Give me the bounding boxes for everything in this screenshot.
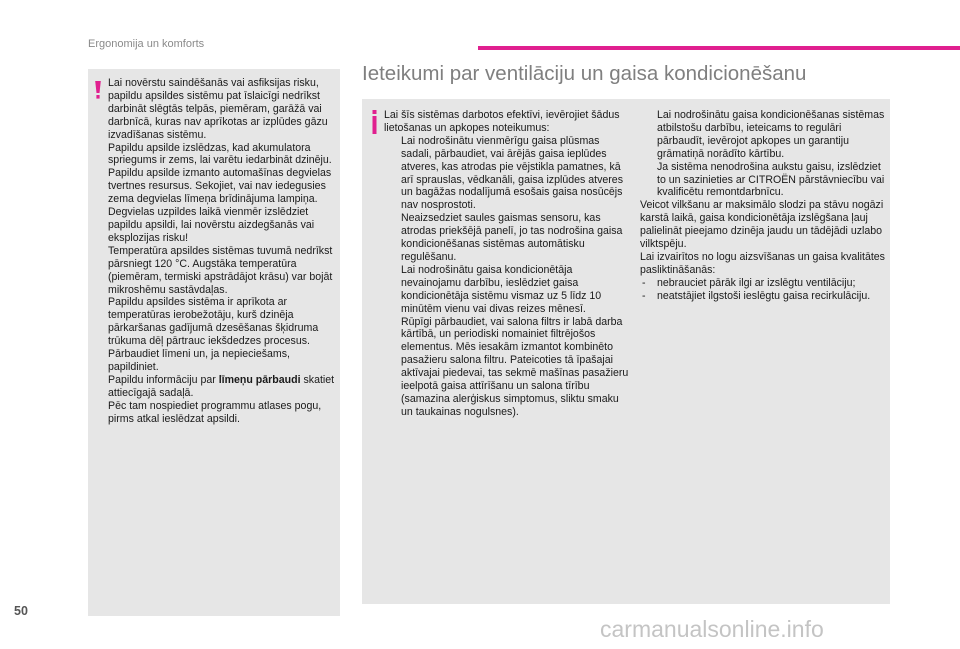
warning-paragraph: Pēc tam nospiediet programmu atlases pogu, pirms atkal ieslēdzat apsildi. [108, 399, 322, 425]
list-item [640, 290, 888, 303]
list-item [640, 109, 888, 161]
list-item [640, 277, 888, 290]
page-title: Ieteikumi par ventilāciju un gaisa kondicionēšanu [362, 62, 807, 85]
info-icon [371, 110, 378, 134]
list-item [384, 135, 632, 212]
warning-paragraph [108, 374, 336, 400]
warning-box [88, 69, 340, 616]
list-item [384, 264, 632, 316]
dash-marker: - [642, 276, 646, 289]
warning-paragraph: Degvielas uzpildes laikā vienmēr izslēdziet papildu apsildi, lai novērstu aizdegšanās vai eksplozijas risku! [108, 206, 315, 244]
list-item-text: Ja sistēma nenodrošina aukstu gaisu, izslēdziet to un sazinieties ar CITROËN pārstāvniecību vai kvalificētu remontdarbnīcu. [657, 160, 885, 199]
list-item-text: Lai nodrošinātu vienmērīgu gaisa plūsmas sadali, pārbaudiet, vai ārējās gaisa ieplūdes atveres, kas atrodas pie vējstikla pamatnes, kā arī sprauslas, vēdkanāli, gaisa izplūdes atveres un bagāžas nodalījumā esošais gaisa nosūcējs nav nosprostoti. [401, 134, 623, 212]
warning-paragraph: Papildu apsilde izmanto automašīnas degvielas tvertnes resursus. Sekojiet, vai nav iedegusies zema degvielas līmeņa brīdinājuma lampiņa. [108, 167, 332, 206]
dash-marker: - [642, 289, 646, 302]
list-item [384, 316, 632, 419]
exclamation-icon [94, 81, 102, 99]
list-item-text: neatstājiet ilgstoši ieslēgtu gaisa recirkulāciju. [657, 289, 871, 302]
watermark: carmanualsonline.info [600, 616, 824, 642]
warning-paragraph: Papildu apsilde izslēdzas, kad akumulatora spriegums ir zems, lai varētu iedarbināt dzinēju. [108, 141, 332, 167]
text-run: Papildu informāciju par [108, 373, 219, 386]
warning-text [108, 77, 336, 425]
page-number: 50 [14, 604, 28, 618]
list-item-text: Neaizsedziet saules gaismas sensoru, kas atrodas priekšējā panelī, jo tas nodrošina gaisa kondicionēšanas sistēmas automātisku regulēšanu. [401, 212, 623, 263]
towing-note: Veicot vilkšanu ar maksimālo slodzi pa stāvu nogāzi karstā laikā, gaisa kondicionētāja izslēgšana ļauj palielināt pieejamo dzinēja jaudu un tādējādi uzlabo vilktspēju. [640, 199, 884, 251]
text-run: skatiet attiecīgajā sadaļā. [108, 373, 335, 399]
info-right-column [640, 109, 888, 303]
list-item [640, 161, 888, 200]
warning-paragraph: Lai novērstu saindēšanās vai asfiksijas risku, papildu apsildes sistēmu pat īslaicīgi nedrīkst darbināt slēgtās telpās, piemēram, garāžā vai darbnīcā, kuras nav aprīkotas ar izplūdes gāzu izvadīšanas sistēmu. [108, 77, 328, 141]
list-item-text: Rūpīgi pārbaudiet, vai salona filtrs ir labā darba kārtībā, un periodiski nomainiet filtrējošos elementus. Mēs iesakām izmantot kombinēto pasažieru salona filtru. Pateicoties tā īpašajai aktīvajai piedevai, tas sekmē mašīnas pasažieru ieelpotā gaisa attīrīšanu un salona tīrību (samazina alerģiskus simptomus, sliktu smaku un taukainas nogulsnes). [401, 315, 629, 418]
level-check-reference: līmeņu pārbaudi [218, 373, 301, 386]
info-left-column [384, 109, 632, 419]
warning-paragraph: Papildu apsildes sistēma ir aprīkota ar temperatūras ierobežotāju, kurš dzinēja pārkaršanas gadījumā dzesēšanas šķidruma trūkuma dēļ pārtrauc iekšdedzes procesus. Pārbaudiet līmeni un, ja nepieciešams, papildiniet. [108, 296, 319, 373]
intro-text: Lai šīs sistēmas darbotos efektīvi, ievērojiet šādus lietošanas un apkopes noteikumus: [384, 109, 620, 134]
list-item-text: Lai nodrošinātu gaisa kondicionētāja nevainojamu darbību, ieslēdziet gaisa kondicionētāja sistēmu vismaz uz 5 līdz 10 minūtēm vienu vai divas reizes mēnesī. [401, 263, 602, 315]
warning-paragraph: Temperatūra apsildes sistēmas tuvumā nedrīkst pārsniegt 120 °C. Augstāka temperatūra (piemēram, termiski apstrādājot krāsu) var bojāt mikroshēmu sastāvdaļas. [108, 244, 333, 296]
list-item-text: nebrauciet pārāk ilgi ar izslēgtu ventilāciju; [657, 276, 856, 289]
list-item [384, 212, 632, 264]
fogging-note: Lai izvairītos no logu aizsvīšanas un gaisa kvalitātes pasliktināšanās: [640, 250, 885, 276]
info-box [362, 99, 890, 604]
header-accent-bar [478, 46, 960, 50]
list-item-text: Lai nodrošinātu gaisa kondicionēšanas sistēmas atbilstošu darbību, ieteicams to regulāri pārbaudīt, ievērojot apkopes un garantiju grāmatiņā norādīto kārtību. [657, 109, 885, 160]
section-header: Ergonomija un komforts [88, 38, 205, 50]
